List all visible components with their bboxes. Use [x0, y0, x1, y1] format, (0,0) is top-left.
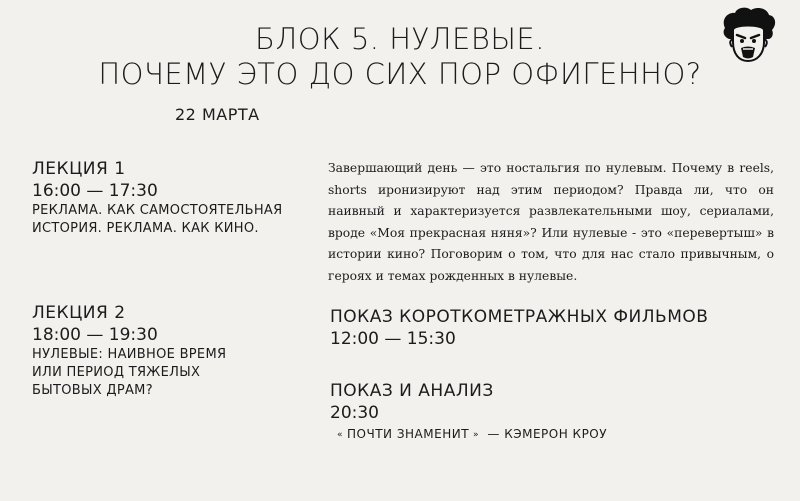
screening-time: 20:30	[330, 403, 379, 423]
event-date: 22 МАРТА	[175, 105, 260, 124]
page-title	[0, 22, 800, 92]
lecture-1-heading: ЛЕКЦИЯ 1	[32, 159, 126, 179]
lecture-1-time: 16:00 — 17:30	[32, 181, 158, 201]
lecture-2-topic-line-2: ИЛИ ПЕРИОД ТЯЖЕЛЫХ	[32, 365, 201, 380]
film-director: — КЭМЕРОН КРОУ	[487, 427, 608, 441]
quote-close: »	[473, 430, 480, 440]
screaming-face-logo-icon	[717, 6, 779, 64]
lecture-2-topic-line-1: НУЛЕВЫЕ: НАИВНОЕ ВРЕМЯ	[32, 347, 227, 362]
lecture-1-topic-line-2: ИСТОРИЯ. РЕКЛАМА. КАК КИНО.	[32, 221, 259, 236]
screening-heading: ПОКАЗ И АНАЛИЗ	[330, 381, 494, 401]
day-description: Завершающий день — это ностальгия по нулевым. Почему в reels, shorts иронизируют над этим периодом? Правда ли, что он наивный и характеризуется развлекательными шоу, сериалами, вроде «Моя прекрасная няня»? Или нулевые - это «перевертыш» в истории кино? Поговорим о том, что для нас стало привычным, о героях и темах рожденных в нулевые.	[328, 161, 774, 283]
lecture-2-topic-line-3: БЫТОВЫХ ДРАМ?	[32, 383, 153, 398]
film-screening	[330, 380, 607, 441]
lecture-2-time: 18:00 — 19:30	[32, 325, 158, 345]
lecture-1	[32, 158, 282, 238]
shorts-screening	[330, 306, 708, 350]
title-line-2: ПОЧЕМУ ЭТО ДО СИХ ПОР ОФИГЕННО?	[98, 57, 702, 91]
shorts-time: 12:00 — 15:30	[330, 329, 456, 349]
lecture-2-heading: ЛЕКЦИЯ 2	[32, 303, 126, 323]
title-line-1: БЛОК 5. НУЛЕВЫЕ.	[255, 22, 545, 56]
film-credit	[333, 427, 607, 441]
lecture-2	[32, 302, 226, 400]
lecture-1-topic-line-1: РЕКЛАМА. КАК САМОСТОЯТЕЛЬНАЯ	[32, 203, 283, 218]
quote-open: «	[337, 430, 344, 440]
shorts-heading: ПОКАЗ КОРОТКОМЕТРАЖНЫХ ФИЛЬМОВ	[330, 307, 709, 327]
film-title: ПОЧТИ ЗНАМЕНИТ	[347, 427, 470, 441]
